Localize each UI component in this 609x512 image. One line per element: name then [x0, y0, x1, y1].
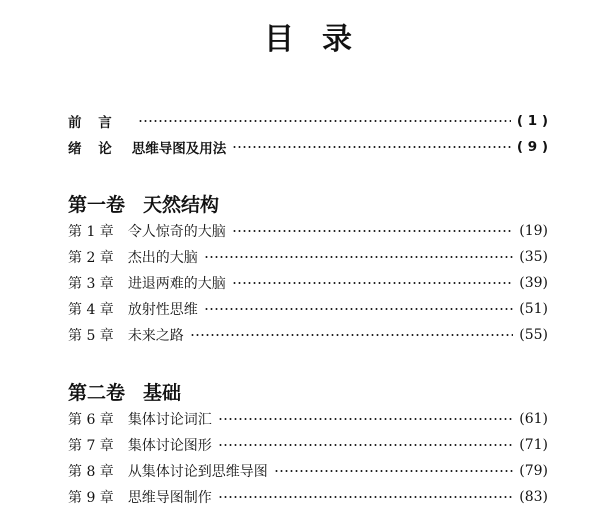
page-title-char-1: 目 [264, 22, 295, 57]
toc-entry-chapter-7[interactable] [68, 434, 548, 456]
toc-entry-chapter-6[interactable] [68, 408, 548, 430]
toc-entry-chapter-2[interactable] [68, 246, 548, 268]
volume-heading-2 [68, 378, 181, 404]
dot-leader [218, 496, 513, 498]
chapter-title: 集体讨论词汇 [127, 412, 212, 428]
chapter-number: 第 5 章 [68, 328, 114, 344]
page-number: ( 1 ) [516, 113, 548, 129]
chapter-title: 杰出的大脑 [127, 250, 198, 266]
entry-title: 思维导图及用法 [131, 141, 227, 157]
dot-leader [218, 444, 513, 446]
chapter-number: 第 2 章 [68, 250, 114, 266]
chapter-title: 未来之路 [127, 328, 184, 344]
page-number: (19) [519, 223, 548, 239]
dot-leader [232, 146, 511, 148]
toc-entry-preface[interactable] [68, 110, 548, 132]
toc-entry-chapter-4[interactable] [68, 298, 548, 320]
toc-entry-chapter-5[interactable] [68, 324, 548, 346]
page-number: (35) [519, 249, 548, 265]
chapter-number: 第 9 章 [68, 490, 114, 506]
chapter-number: 第 6 章 [68, 412, 114, 428]
page-number: ( 9 ) [516, 139, 548, 155]
dot-leader [190, 334, 513, 336]
page-number: (51) [519, 301, 548, 317]
toc-entry-chapter-8[interactable] [68, 460, 548, 482]
page-number: (39) [519, 275, 548, 291]
entry-label: 前 言 [68, 115, 118, 131]
chapter-number: 第 8 章 [68, 464, 114, 480]
dot-leader [204, 256, 513, 258]
page-number: (79) [519, 463, 548, 479]
chapter-title: 令人惊奇的大脑 [127, 224, 226, 240]
dot-leader [274, 470, 513, 472]
chapter-number: 第 1 章 [68, 224, 114, 240]
chapter-number: 第 4 章 [68, 302, 114, 318]
toc-entry-chapter-3[interactable] [68, 272, 548, 294]
page-number: (61) [519, 411, 548, 427]
volume-label: 第一卷 [68, 194, 126, 216]
chapter-title: 思维导图制作 [127, 490, 212, 506]
dot-leader [138, 120, 511, 122]
page-number: (83) [519, 489, 548, 505]
volume-label: 第二卷 [68, 382, 126, 404]
page-number: (55) [519, 327, 548, 343]
page-title-char-2: 录 [322, 22, 353, 57]
toc-entry-chapter-1[interactable] [68, 220, 548, 242]
chapter-title: 集体讨论图形 [127, 438, 212, 454]
toc-entry-introduction[interactable] [68, 136, 548, 158]
chapter-number: 第 7 章 [68, 438, 114, 454]
toc-entry-chapter-9[interactable] [68, 486, 548, 508]
chapter-title: 放射性思维 [127, 302, 198, 318]
volume-heading-1 [68, 190, 219, 216]
dot-leader [232, 282, 513, 284]
entry-label: 绪 论 [68, 141, 118, 157]
volume-name: 天然结构 [143, 194, 220, 216]
chapter-number: 第 3 章 [68, 276, 114, 292]
chapter-title: 进退两难的大脑 [127, 276, 226, 292]
chapter-title: 从集体讨论到思维导图 [127, 464, 268, 480]
volume-name: 基础 [143, 382, 182, 404]
page-number: (71) [519, 437, 548, 453]
dot-leader [232, 230, 513, 232]
dot-leader [218, 418, 513, 420]
dot-leader [204, 308, 513, 310]
